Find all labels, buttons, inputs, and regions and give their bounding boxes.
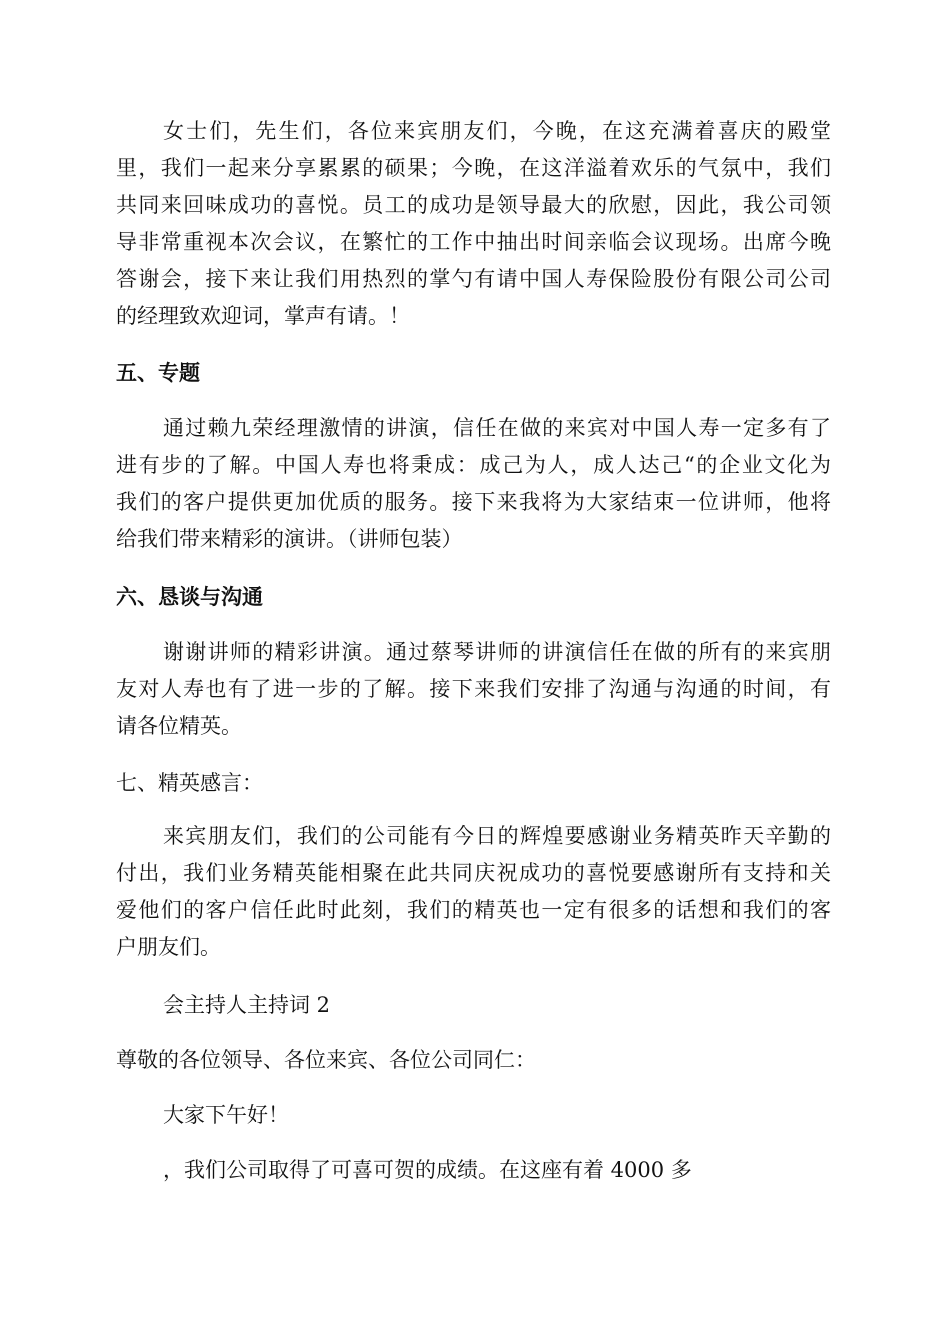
paragraph-4-line-1: 来宾朋友们，我们的公司能有今日的辉煌要感谢业务精英昨天辛勤的	[163, 824, 831, 848]
paragraph-4-line-4: 户朋友们。	[116, 935, 221, 959]
paragraph-2-line-3: 我们的客户提供更加优质的服务。接下来我将为大家结束一位讲师，他将	[116, 490, 831, 514]
paragraph-1-line-4: 导非常重视本次会议，在繁忙的工作中抽出时间亲临会议现场。出席今晚	[116, 230, 831, 254]
paragraph-3-line-1: 谢谢讲师的精彩讲演。通过蔡琴讲师的讲演信任在做的所有的来宾朋	[163, 640, 831, 664]
salutation: 尊敬的各位领导、各位来宾、各位公司同仁：	[116, 1048, 536, 1072]
paragraph-1-line-2: 里，我们一起来分享累累的硕果；今晚，在这洋溢着欢乐的气氛中，我们	[116, 156, 831, 180]
closing-line: ，我们公司取得了可喜可贺的成绩。在这座有着 4000 多	[163, 1158, 692, 1182]
paragraph-1-line-3: 共同来回味成功的喜悦。员工的成功是领导最大的欣慰，因此，我公司领	[116, 193, 831, 217]
paragraph-2-line-4: 给我们带来精彩的演讲。（讲师包装）	[116, 527, 463, 551]
paragraph-4-line-3: 爱他们的客户信任此时此刻，我们的精英也一定有很多的话想和我们的客	[116, 898, 831, 922]
section-heading-5: 五、专题	[116, 361, 200, 385]
paragraph-2-line-2: 进有步的了解。中国人寿也将秉成：成己为人，成人达己“的企业文化为	[116, 453, 831, 477]
paragraph-1-line-5: 答谢会，接下来让我们用热烈的掌勺有请中国人寿保险股份有限公司公司	[116, 267, 831, 291]
paragraph-2-line-1: 通过赖九荣经理激情的讲演，信任在做的来宾对中国人寿一定多有了	[163, 416, 831, 440]
section-heading-7: 七、精英感言：	[116, 771, 263, 795]
paragraph-3-line-2: 友对人寿也有了进一步的了解。接下来我们安排了沟通与沟通的时间，有	[116, 677, 831, 701]
section-heading-6: 六、恳谈与沟通	[116, 585, 263, 609]
paragraph-3-line-3: 请各位精英。	[116, 714, 242, 738]
paragraph-1-line-6: 的经理致欢迎词，掌声有请。！	[116, 304, 410, 328]
document-subtitle: 会主持人主持词 2	[163, 993, 331, 1017]
greeting: 大家下午好！	[163, 1103, 289, 1127]
paragraph-1-line-1: 女士们，先生们，各位来宾朋友们，今晚，在这充满着喜庆的殿堂	[163, 119, 831, 143]
paragraph-4-line-2: 付出，我们业务精英能相聚在此共同庆祝成功的喜悦要感谢所有支持和关	[116, 861, 831, 885]
